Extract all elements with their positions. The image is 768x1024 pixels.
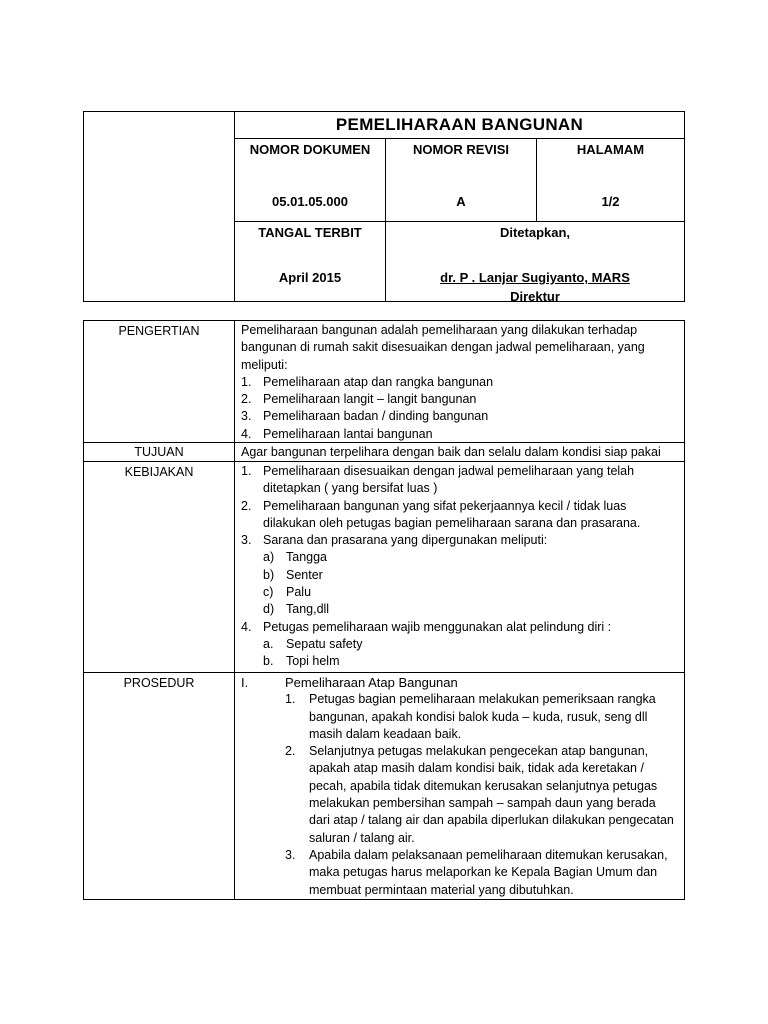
list-item [241,408,678,425]
list-item [241,374,678,391]
list-item [241,532,678,618]
section-title: Pemeliharaan Atap Bangunan [285,675,458,690]
list-number: 1. [241,374,252,389]
sublist-item [263,567,678,584]
list-text: Pemeliharaan atap dan rangka bangunan [263,374,494,389]
pengertian-label: PENGERTIAN [84,321,235,442]
prosedur-content [235,673,684,899]
sublist-text: Senter [286,567,323,582]
kebijakan-list [241,463,678,671]
document-body-table [83,320,685,900]
prosedur-label: PROSEDUR [84,673,235,899]
document-header-table [83,111,685,302]
list-text: Pemeliharaan bangunan yang sifat pekerjaannya kecil / tidak luas dilakukan oleh petugas bagian pemeliharaan sarana dan prasarana. [263,498,641,530]
list-item [241,619,678,671]
ditetapkan-cell [386,222,684,304]
list-number: 3. [241,409,252,424]
halaman-cell [537,139,684,222]
nomor-dokumen-cell [235,139,386,222]
signatory-role: Direktur [510,289,560,304]
sublist-text: Topi helm [286,654,340,669]
list-item [285,847,678,899]
halaman-value: 1/2 [601,194,620,209]
list-item [285,743,678,847]
tanggal-terbit-label: TANGAL TERBIT [258,225,362,240]
list-number: 1. [285,692,296,707]
sublist-item [263,653,678,670]
kebijakan-row [84,462,684,673]
tanggal-terbit-cell [235,222,386,301]
list-text: Apabila dalam pelaksanaan pemeliharaan ditemukan kerusakan, maka petugas harus melaporkan ke Kepala Bagian Umum dan membuat permintaan material yang dibutuhkan. [309,847,668,897]
sublist-item [263,584,678,601]
nomor-revisi-label: NOMOR REVISI [412,142,510,157]
document-title: PEMELIHARAAN BANGUNAN [235,112,684,139]
list-text: Petugas bagian pemeliharaan melakukan pemeriksaan rangka bangunan, apakah kondisi balok kuda – kuda, rusuk, seng dll masih dalam keadaan baik. [309,692,656,741]
list-text: Pemeliharaan langit – langit bangunan [263,392,477,407]
list-number: 1. [241,464,252,478]
nomor-dokumen-value: 05.01.05.000 [272,194,348,209]
prosedur-steps [285,691,678,899]
list-number: 2. [241,498,252,513]
sublist-item [263,601,678,618]
tujuan-label: TUJUAN [84,443,235,461]
nomor-revisi-cell [386,139,537,222]
list-text: Selanjutnya petugas melakukan pengecekan atap bangunan, apakah atap masih dalam kondisi baik, tidak ada keretakan / pecah, apabila tidak ditemukan kerusakan selanjutnya petugas melakukan pembersihan sampah – sampah daun yang berada dari atap / talang air dan apabila diperlukan dilakukan pengecatan saluran / talang air. [309,744,674,845]
sublist-letter: c) [263,585,274,600]
list-item [241,391,678,408]
sublist-text: Tangga [286,550,328,565]
sublist-letter: a. [263,636,274,651]
sublist-letter: b. [263,654,274,669]
tanggal-terbit-value: April 2015 [278,270,342,285]
sublist-text: Sepatu safety [286,636,363,651]
list-number: 3. [241,533,252,548]
sublist-letter: b) [263,567,275,582]
pengertian-intro: Pemeliharaan bangunan adalah pemeliharaan yang dilakukan terhadap bangunan di rumah sakit disesuaikan dengan jadwal pemeliharaan, yang meliputi: [241,323,645,372]
prosedur-section-heading [241,674,678,691]
list-number: 4. [241,619,252,634]
list-number: 4. [241,426,252,441]
list-text: Sarana dan prasarana yang dipergunakan meliputi: [263,533,548,548]
list-item [241,463,678,498]
sublist-letter: d) [263,602,275,617]
sublist-item [263,636,678,653]
list-text: Pemeliharaan badan / dinding bangunan [263,409,489,424]
halaman-label: HALAMAM [576,142,645,157]
list-text: Pemeliharaan disesuaikan dengan jadwal pemeliharaan yang telah ditetapkan ( yang bersifat luas ) [263,464,635,496]
sublist-item [263,549,678,566]
list-item [241,426,678,443]
section-number: I. [241,675,249,690]
sublist-text: Tang,dll [286,602,330,617]
prosedur-row [84,673,684,899]
list-item [241,498,678,533]
kebijakan-label: KEBIJAKAN [84,462,235,672]
nomor-revisi-value: A [456,194,466,209]
nomor-dokumen-label: NOMOR DOKUMEN [249,142,371,157]
tujuan-text: Agar bangunan terpelihara dengan baik dan selalu dalam kondisi siap pakai [241,445,661,459]
ditetapkan-label: Ditetapkan, [499,225,571,240]
sublist-letter: a) [263,550,275,565]
kebijakan-content [235,462,684,672]
apd-sublist [263,636,678,671]
signatory-name: dr. P . Lanjar Sugiyanto, MARS [440,270,630,285]
pengertian-row [84,321,684,443]
list-text: Petugas pemeliharaan wajib menggunakan alat pelindung diri : [263,619,612,634]
list-item [285,691,678,743]
sarana-sublist [263,549,678,618]
pengertian-list [241,374,678,443]
list-number: 2. [241,392,252,407]
sublist-text: Palu [286,585,312,600]
pengertian-content [235,321,684,442]
list-text: Pemeliharaan lantai bangunan [263,426,433,441]
list-number: 3. [285,847,296,862]
tujuan-row [84,443,684,462]
logo-cell [84,112,235,301]
list-number: 2. [285,744,296,759]
